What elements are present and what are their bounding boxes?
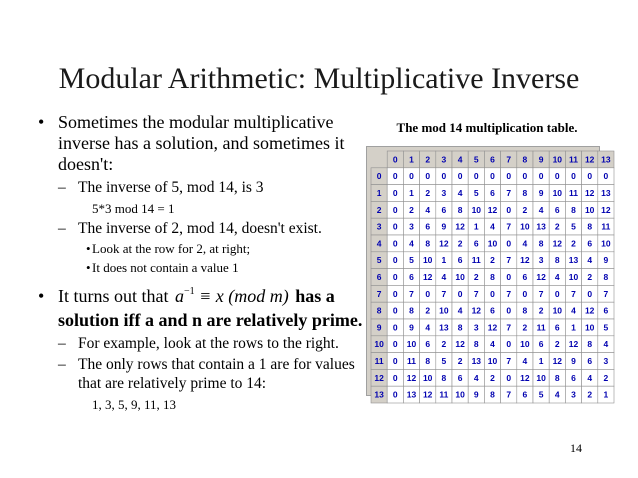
table-cell-value: 6	[587, 356, 593, 366]
table-cell-value: 10	[584, 204, 595, 215]
table-cell-value: 4	[457, 305, 463, 316]
table-cell-value: 1	[409, 188, 414, 198]
table-cell-value: 8	[425, 356, 431, 366]
table-cell-value: 6	[603, 305, 609, 316]
table-cell-value: 3	[571, 389, 576, 400]
table-cell-value: 3	[473, 322, 479, 333]
table-cell-value: 5	[473, 188, 479, 198]
table-cell-value: 6	[490, 305, 495, 316]
table-cell-value: 1	[603, 389, 609, 400]
table-cell-value: 8	[571, 204, 576, 215]
multiplication-table	[366, 146, 611, 400]
table-cell-value: 8	[522, 188, 528, 198]
bullet-dot-icon: •	[86, 241, 91, 256]
table-cell-value: 7	[506, 188, 512, 198]
table-cell-value: 11	[439, 389, 449, 400]
table-cell-value: 5	[409, 255, 414, 266]
table-cell-value: 4	[490, 339, 495, 350]
table-cell-value: 12	[487, 204, 498, 215]
row-header-label: 8	[376, 305, 382, 316]
sub-sub-bullet-1-text: Look at the row for 2, at right;	[92, 241, 251, 256]
row-header-label: 2	[376, 204, 382, 215]
table-cell-value: 7	[506, 356, 512, 366]
table-cell-value: 12	[487, 322, 498, 333]
bullet-list	[36, 112, 366, 413]
table-cell-value: 8	[473, 339, 479, 350]
table-cell-value: 4	[441, 272, 447, 282]
table-cell-value: 2	[409, 204, 414, 215]
sub-bullet-1-detail: 5*3 mod 14 = 1	[92, 201, 175, 216]
table-cell-value: 0	[506, 238, 512, 249]
table-cell-value: 10	[406, 339, 417, 350]
table-cell-value: 7	[571, 288, 576, 299]
bullet-dot-icon: •	[38, 286, 45, 306]
table-cell-value: 1	[538, 356, 544, 366]
table-cell-value: 5	[538, 389, 544, 400]
table-cell-value: 4	[409, 238, 414, 249]
sub-bullet-3-text: For example, look at the rows to the right.	[78, 335, 339, 352]
table-cell-value: 2	[425, 305, 431, 316]
table-cell-value: 7	[603, 288, 609, 299]
bullet-dot-icon: •	[86, 260, 91, 275]
table-cell-value: 8	[457, 322, 463, 333]
table-cell-value: 8	[425, 238, 431, 249]
sub-bullet-4	[36, 355, 366, 393]
table-cell-value: 4	[457, 188, 463, 198]
table-cell-value: 10	[439, 305, 449, 316]
table-cell-value: 0	[587, 288, 593, 299]
table-cell-value: 0	[392, 221, 398, 232]
table-cell-value: 10	[520, 221, 530, 232]
bullet-2	[36, 286, 366, 331]
table-cell-value: 4	[587, 255, 593, 266]
table-cell-value: 8	[554, 255, 560, 266]
column-header-label: 5	[473, 154, 479, 165]
table-cell-value: 12	[601, 204, 611, 215]
table-cell-value: 5	[571, 221, 576, 232]
table-cell-value: 4	[425, 204, 431, 215]
table-cell-value: 8	[522, 305, 528, 316]
table-cell-value: 0	[392, 288, 398, 299]
table-cell-value: 12	[552, 238, 563, 249]
table-cell-value: 0	[457, 288, 463, 299]
table-cell-value: 0	[441, 171, 447, 182]
table-cell-value: 11	[407, 356, 416, 366]
table-cell-value: 0	[506, 372, 512, 383]
table-cell-value: 12	[422, 272, 433, 282]
table-cell-value: 11	[536, 322, 546, 333]
sub-bullet-4-text: The only rows that contain a 1 are for values that are relatively prime to 14:	[78, 356, 355, 392]
table-cell-value: 6	[554, 204, 560, 215]
table-cell-value: 0	[571, 171, 576, 182]
row-header-label: 13	[374, 389, 384, 400]
table-cell-value: 8	[457, 204, 463, 215]
table-cell-value: 0	[392, 171, 398, 182]
column-header-label: 11	[569, 154, 578, 165]
table-cell-value: 12	[471, 305, 482, 316]
table-cell-value: 10	[520, 339, 530, 350]
table-cell-value: 13	[471, 356, 482, 366]
dash-icon: –	[58, 356, 66, 373]
table-cell-value: 10	[422, 255, 433, 266]
row-header-label: 5	[376, 255, 382, 266]
table-cell-value: 9	[538, 188, 544, 198]
table-cell-value: 1	[473, 221, 479, 232]
table-cell-value: 8	[441, 372, 447, 383]
table-cell-value: 13	[439, 322, 449, 333]
table-cell-value: 13	[536, 221, 546, 232]
table-cell-value: 2	[522, 204, 528, 215]
table-cell-value: 7	[409, 288, 414, 299]
column-header-label: 9	[538, 154, 544, 165]
table-cell-value: 4	[490, 221, 495, 232]
sub-bullet-2	[36, 219, 366, 238]
table-cell-value: 6	[538, 339, 544, 350]
row-header-label: 1	[376, 188, 382, 198]
table-cell-value: 12	[552, 356, 563, 366]
table-cell-value: 10	[455, 272, 465, 282]
table-cell-value: 6	[441, 204, 447, 215]
table-caption: The mod 14 multiplication table.	[396, 120, 578, 135]
table-cell-value: 2	[441, 339, 447, 350]
row-header-label: 4	[376, 238, 382, 249]
table-cell-value: 8	[587, 221, 593, 232]
table-cell-value: 6	[522, 272, 528, 282]
table-cell-value: 7	[506, 389, 512, 400]
table-cell-value: 0	[506, 305, 512, 316]
table-cell-value: 4	[522, 356, 528, 366]
sub-bullet-1-text: The inverse of 5, mod 14, is 3	[78, 179, 264, 196]
table-cell-value: 10	[601, 238, 611, 249]
table-cell-value: 8	[538, 238, 544, 249]
table-cell-value: 8	[603, 272, 609, 282]
table-cell-value: 11	[471, 255, 481, 266]
table-cell-value: 0	[522, 171, 528, 182]
table-cell-value: 9	[603, 255, 609, 266]
table-cell-value: 0	[538, 171, 544, 182]
column-header-label: 3	[441, 154, 447, 165]
table-cell-value: 12	[520, 255, 530, 266]
sub-bullet-1	[36, 178, 366, 197]
table-cell-value: 6	[554, 322, 560, 333]
column-header-label: 8	[522, 154, 528, 165]
table-cell-value: 0	[392, 305, 398, 316]
page-number: 14	[570, 441, 582, 455]
table-cell-value: 9	[409, 322, 414, 333]
table-cell-value: 4	[425, 322, 431, 333]
sub-bullet-4-detail: 1, 3, 5, 9, 11, 13	[92, 397, 177, 412]
table-cell-value: 11	[601, 221, 611, 232]
table-cell-value: 6	[490, 188, 495, 198]
table-cell-value: 2	[457, 238, 463, 249]
table-cell-value: 12	[584, 188, 595, 198]
table-cell-value: 8	[587, 339, 593, 350]
column-header-label: 0	[392, 154, 398, 165]
table-cell-value: 0	[473, 171, 479, 182]
table-cell-value: 4	[571, 305, 576, 316]
table-cell-value: 1	[571, 322, 576, 333]
table-cell-value: 4	[538, 204, 544, 215]
table-cell-value: 0	[587, 171, 593, 182]
table-cell-value: 2	[490, 372, 495, 383]
table-cell-value: 6	[571, 372, 576, 383]
table-cell-value: 8	[490, 272, 495, 282]
table-cell-value: 12	[455, 339, 465, 350]
table-cell-value: 3	[538, 255, 544, 266]
table-cell-value: 10	[422, 372, 433, 383]
table-cell-value: 2	[554, 339, 560, 350]
table-cell-value: 2	[554, 221, 560, 232]
table-cell-value: 10	[584, 322, 595, 333]
row-header-label: 12	[374, 372, 384, 383]
table-cell-value: 9	[571, 356, 576, 366]
column-header-label: 1	[409, 154, 414, 165]
table-cell-value: 7	[538, 288, 544, 299]
table-cell-value: 7	[506, 221, 512, 232]
table-cell-value: 8	[409, 305, 414, 316]
row-header-label: 11	[374, 356, 384, 366]
table-cell-value: 0	[457, 171, 463, 182]
table-cell-value: 4	[554, 272, 560, 282]
table-cell-value: 13	[406, 389, 417, 400]
table-cell-value: 0	[392, 339, 398, 350]
table-cell-value: 3	[409, 221, 414, 232]
table-cell-value: 10	[471, 204, 482, 215]
table-cell-value: 0	[554, 171, 560, 182]
column-header-label: 7	[506, 154, 512, 165]
table-cell-value: 0	[506, 272, 512, 282]
table-cell-value: 7	[441, 288, 447, 299]
table-cell-value: 3	[603, 356, 609, 366]
table-cell-value: 7	[506, 288, 512, 299]
sub-sub-bullet-1	[36, 241, 366, 257]
table-cell-value: 13	[601, 188, 611, 198]
row-header-label: 7	[376, 288, 382, 299]
table-cell-value: 4	[554, 389, 560, 400]
column-header-label: 6	[490, 154, 495, 165]
table-cell-value: 9	[473, 389, 479, 400]
table-cell-value: 0	[425, 288, 431, 299]
table-cell-value: 4	[522, 238, 528, 249]
bullet-2-prefix: It turns out that	[58, 286, 169, 306]
table-cell-value: 0	[392, 204, 398, 215]
table-cell-value: 4	[587, 372, 593, 383]
table-cell-value: 7	[506, 255, 512, 266]
table-cell-value: 0	[490, 171, 495, 182]
sub-sub-bullet-2	[36, 260, 366, 276]
table-cell-value: 0	[522, 288, 528, 299]
table-cell-value: 6	[473, 238, 479, 249]
row-header-label: 6	[376, 272, 382, 282]
table-cell-value: 6	[522, 389, 528, 400]
bullet-2-has-a: has a	[295, 286, 335, 306]
table-cell-value: 0	[506, 171, 512, 182]
row-header-label: 3	[376, 221, 382, 232]
sub-sub-bullet-2-text: It does not contain a value 1	[92, 260, 239, 275]
table-cell-value: 10	[455, 389, 465, 400]
table-cell-value: 3	[441, 188, 447, 198]
column-header-label: 2	[425, 154, 431, 165]
column-header-label: 10	[552, 154, 563, 165]
table-cell-value: 2	[587, 389, 593, 400]
table-cell-value: 1	[441, 255, 447, 266]
table-cell-value: 0	[490, 288, 495, 299]
multiplication-grid	[367, 147, 611, 400]
table-cell-value: 2	[457, 356, 463, 366]
table-cell-value: 12	[422, 389, 433, 400]
table-cell-value: 6	[457, 372, 463, 383]
table-cell-value: 0	[392, 272, 398, 282]
bullet-1	[36, 112, 366, 175]
table-cell-value: 5	[603, 322, 609, 333]
table-cell-value: 0	[392, 188, 398, 198]
sub-bullet-3	[36, 334, 366, 353]
table-cell-value: 11	[569, 188, 578, 198]
dash-icon: –	[58, 179, 66, 196]
table-cell-value: 0	[392, 255, 398, 266]
table-cell-value: 2	[522, 322, 528, 333]
table-cell-value: 8	[554, 372, 560, 383]
slide-title: Modular Arithmetic: Multiplicative Inverse	[58, 62, 580, 95]
table-cell-value: 10	[552, 188, 563, 198]
dash-icon: –	[58, 335, 66, 352]
table-cell-value: 12	[439, 238, 449, 249]
table-cell-value: 5	[441, 356, 447, 366]
table-cell-value: 0	[506, 339, 512, 350]
table-cell-value: 13	[568, 255, 579, 266]
table-cell-value: 7	[473, 288, 479, 299]
table-cell-value: 2	[571, 238, 576, 249]
table-cell-value: 12	[568, 339, 579, 350]
table-cell-value: 6	[425, 339, 431, 350]
column-header-label: 13	[601, 154, 611, 165]
table-cell-value: 10	[552, 305, 563, 316]
bullet-1-text: Sometimes the modular multiplicative inverse has a solution, and sometimes it doesn't:	[58, 112, 345, 174]
row-header-label: 9	[376, 322, 382, 333]
table-cell-value: 6	[457, 255, 463, 266]
table-cell-value: 0	[392, 238, 398, 249]
table-cell-value: 4	[603, 339, 609, 350]
table-cell-value: 12	[536, 272, 546, 282]
table-cell-value: 2	[425, 188, 431, 198]
table-cell-value: 7	[506, 322, 512, 333]
table-cell-value: 6	[409, 272, 414, 282]
column-header-label: 4	[457, 154, 463, 165]
table-cell-value: 10	[487, 356, 498, 366]
column-header-label: 12	[584, 154, 595, 165]
table-cell-value: 2	[473, 272, 479, 282]
table-cell-value: 0	[603, 171, 609, 182]
table-cell-value: 12	[584, 305, 595, 316]
table-cell-value: 0	[392, 322, 398, 333]
bullet-dot-icon: •	[38, 112, 45, 132]
table-cell-value: 4	[473, 372, 479, 383]
dash-icon: –	[58, 220, 66, 237]
table-cell-value: 9	[441, 221, 447, 232]
table-cell-value: 2	[538, 305, 544, 316]
table-cell-value: 12	[406, 372, 417, 383]
bullet-2-solution: solution iff a and n are relatively prime.	[58, 310, 363, 330]
row-header-label: 10	[374, 339, 384, 350]
table-cell-value: 0	[392, 389, 398, 400]
table-cell-value: 10	[487, 238, 498, 249]
table-cell-value: 12	[520, 372, 530, 383]
row-header-label: 0	[376, 171, 382, 182]
table-cell-value: 2	[490, 255, 495, 266]
table-cell-value: 12	[455, 221, 465, 232]
table-cell-value: 0	[392, 372, 398, 383]
table-cell-value: 0	[409, 171, 414, 182]
table-cell-value: 2	[603, 372, 609, 383]
table-cell-value: 6	[425, 221, 431, 232]
table-cell-value: 0	[554, 288, 560, 299]
table-cell-value: 2	[587, 272, 593, 282]
table-cell-value: 10	[536, 372, 546, 383]
table-cell-value: 8	[490, 389, 495, 400]
table-cell-value: 0	[425, 171, 431, 182]
inverse-formula: $a^{-1} \equiv x$ (mod m)	[175, 286, 289, 306]
table-cell-value: 0	[506, 204, 512, 215]
sub-bullet-2-text: The inverse of 2, mod 14, doesn't exist.	[78, 220, 322, 237]
table-cell-value: 10	[568, 272, 579, 282]
table-cell-value: 6	[587, 238, 593, 249]
table-cell-value: 0	[392, 356, 398, 366]
